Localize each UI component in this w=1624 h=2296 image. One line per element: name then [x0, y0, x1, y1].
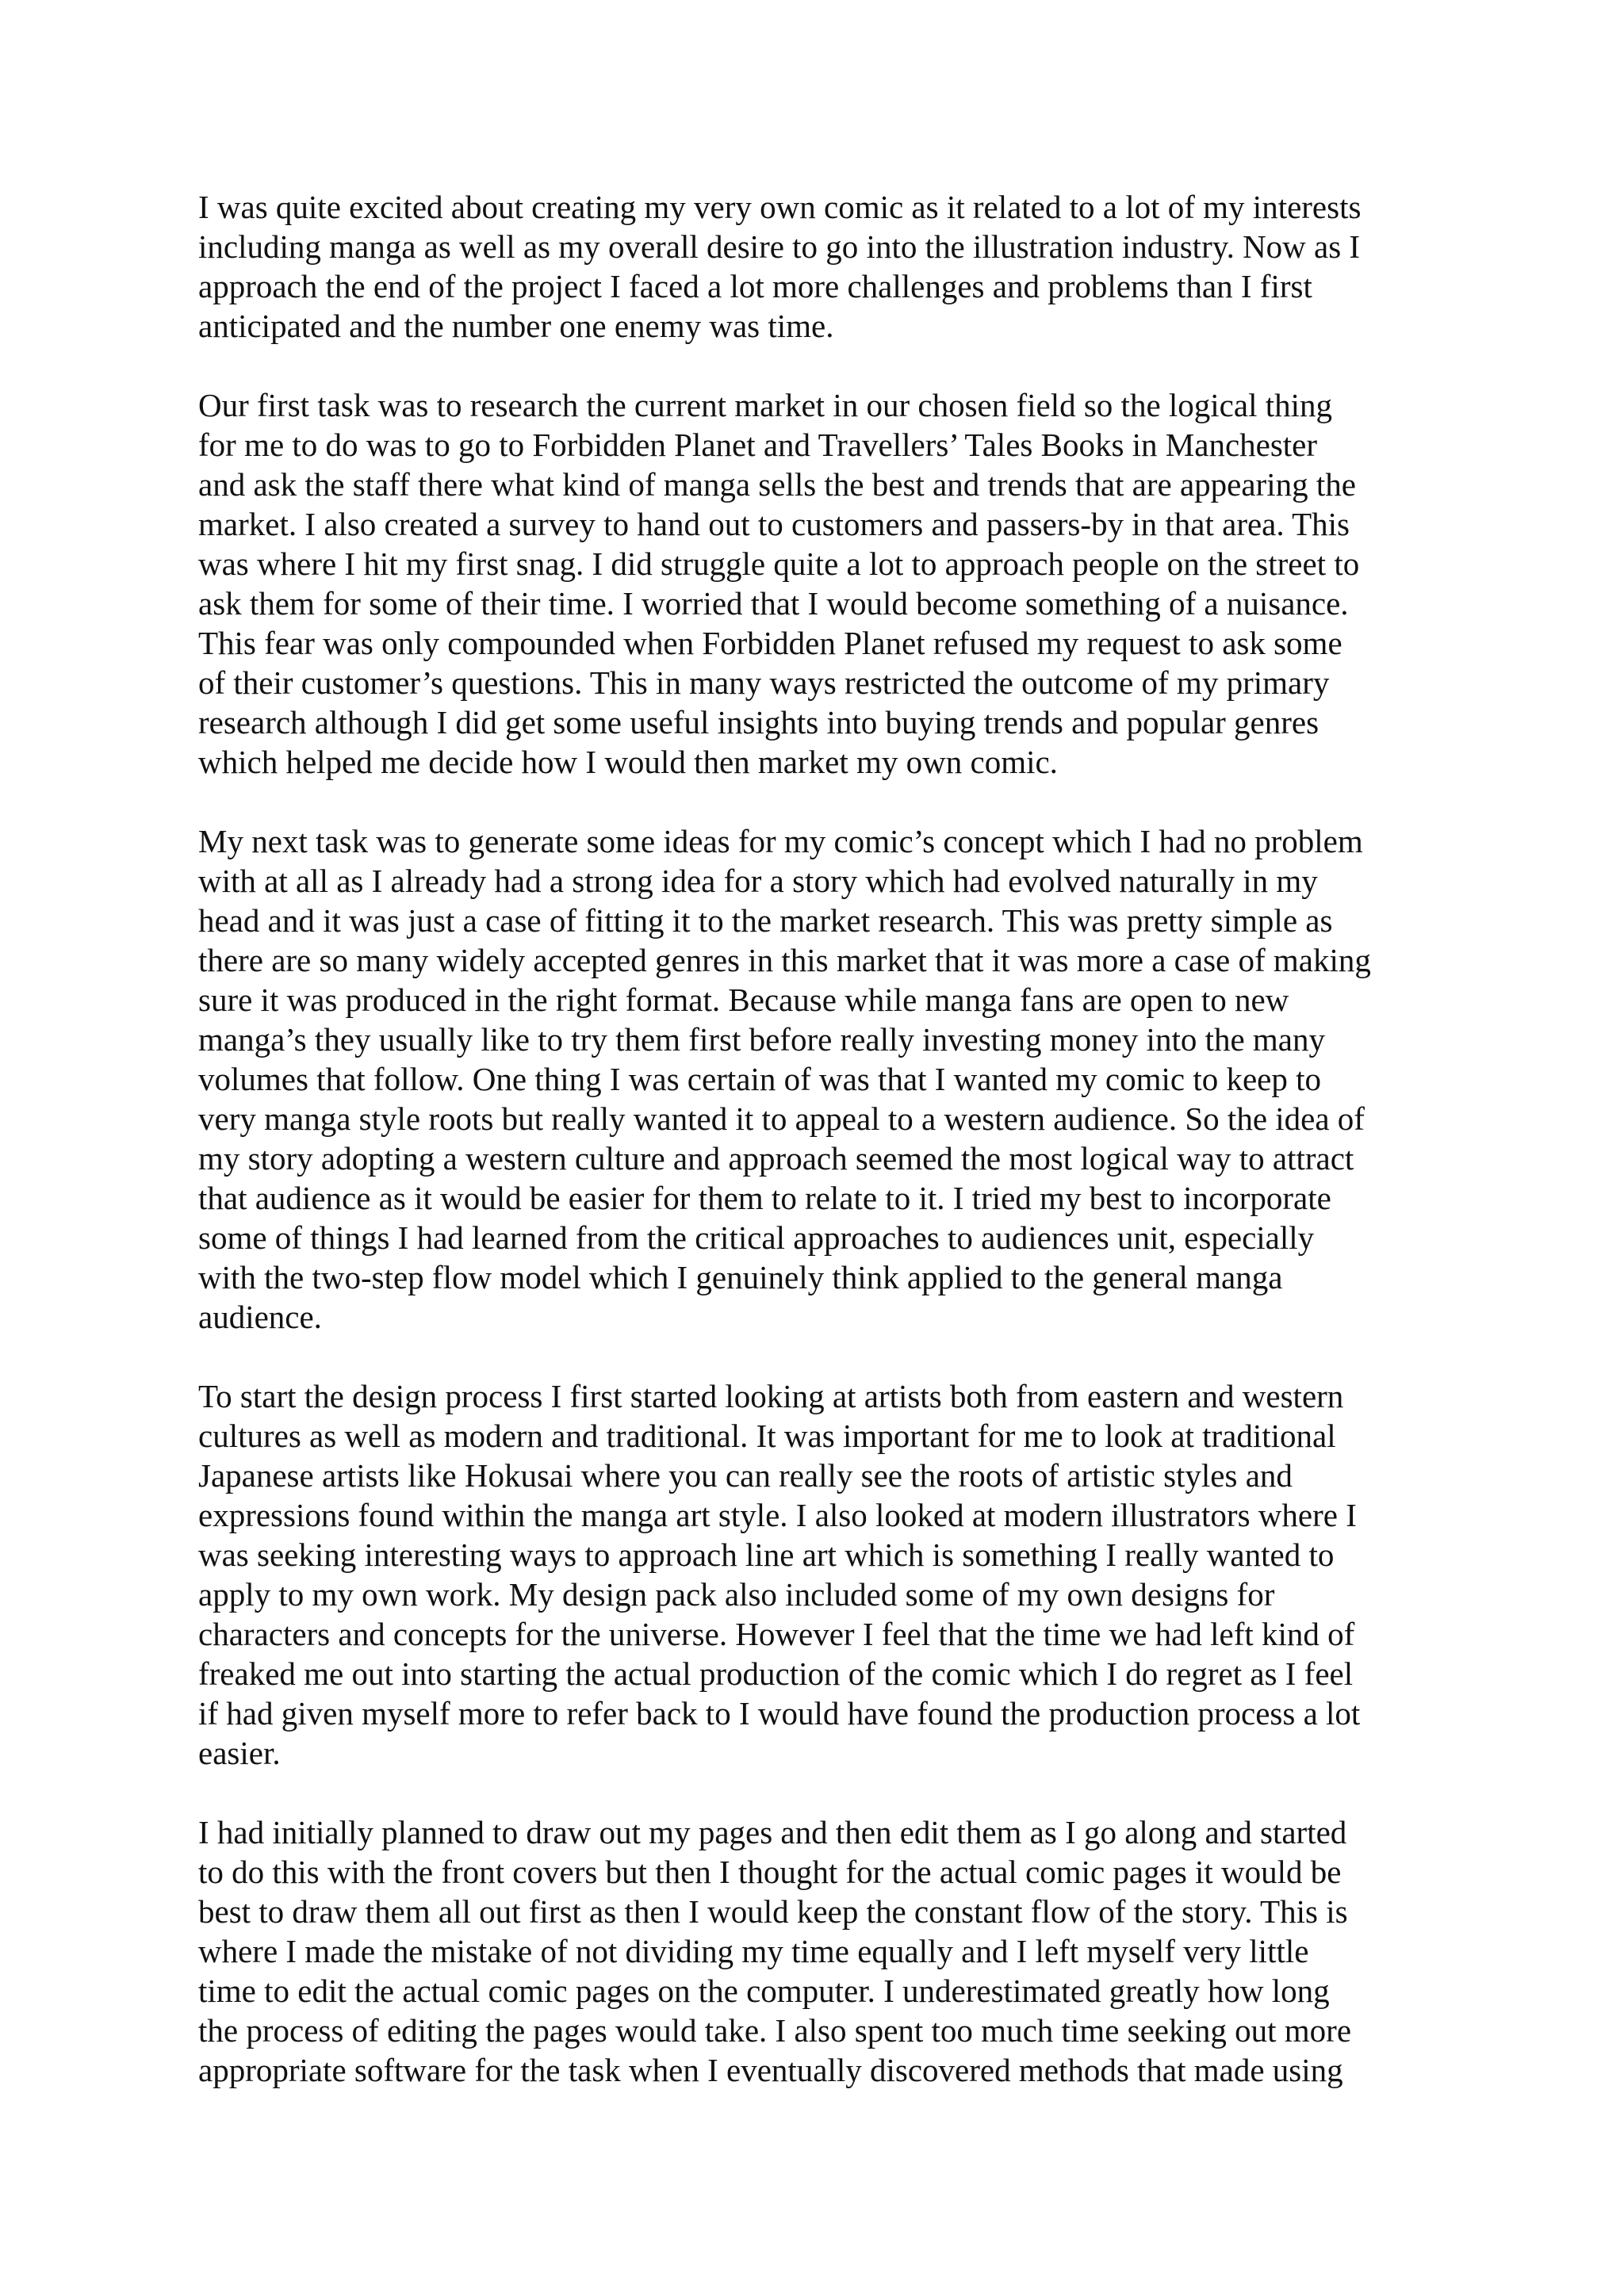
- paragraph-line: with the two-step flow model which I genuinely think applied to the general manga: [198, 1259, 1283, 1295]
- paragraph-line: This fear was only compounded when Forbidden Planet refused my request to ask some: [198, 625, 1342, 661]
- paragraph-line: Japanese artists like Hokusai where you can really see the roots of artistic styles and: [198, 1457, 1293, 1494]
- paragraph-line: cultures as well as modern and traditional. It was important for me to look at traditional: [198, 1418, 1336, 1454]
- paragraph-line: characters and concepts for the universe. However I feel that the time we had left kind of: [198, 1616, 1355, 1652]
- paragraph-line: time to edit the actual comic pages on the computer. I underestimated greatly how long: [198, 1973, 1330, 2009]
- paragraph-line: was seeking interesting ways to approach line art which is something I really wanted to: [198, 1536, 1335, 1573]
- paragraph-line: head and it was just a case of fitting it to the market research. This was pretty simple as: [198, 902, 1333, 939]
- paragraph-5: [198, 1812, 1451, 2090]
- paragraph-line: my story adopting a western culture and approach seemed the most logical way to attract: [198, 1140, 1354, 1177]
- paragraph-line: freaked me out into starting the actual production of the comic which I do regret as I feel: [198, 1655, 1354, 1692]
- paragraph-line: volumes that follow. One thing I was certain of was that I wanted my comic to keep to: [198, 1061, 1322, 1097]
- paragraph-line: anticipated and the number one enemy was time.: [198, 308, 834, 344]
- paragraph-line: the process of editing the pages would take. I also spent too much time seeking out more: [198, 2012, 1352, 2049]
- paragraph-line: sure it was produced in the right format. Because while manga fans are open to new: [198, 982, 1289, 1018]
- paragraph-line: expressions found within the manga art style. I also looked at modern illustrators where I: [198, 1497, 1357, 1533]
- paragraph-line: if had given myself more to refer back to I would have found the production process a lot: [198, 1695, 1361, 1732]
- paragraph-line: for me to do was to go to Forbidden Planet and Travellers’ Tales Books in Manchester: [198, 427, 1318, 463]
- paragraph-line: audience.: [198, 1299, 322, 1335]
- paragraph-line: I was quite excited about creating my very own comic as it related to a lot of my interests: [198, 189, 1362, 225]
- paragraph-line: I had initially planned to draw out my pages and then edit them as I go along and started: [198, 1814, 1347, 1850]
- paragraph-line: to do this with the front covers but then I thought for the actual comic pages it would be: [198, 1854, 1342, 1890]
- paragraph-line: manga’s they usually like to try them first before really investing money into the many: [198, 1021, 1326, 1058]
- paragraph-2: [198, 385, 1451, 782]
- paragraph-line: that audience as it would be easier for them to relate to it. I tried my best to incorporate: [198, 1180, 1331, 1216]
- paragraph-4: [198, 1376, 1451, 1773]
- paragraph-line: ask them for some of their time. I worried that I would become something of a nuisance.: [198, 585, 1349, 622]
- paragraph-line: including manga as well as my overall desire to go into the illustration industry. Now as I: [198, 228, 1361, 265]
- paragraph-line: To start the design process I first started looking at artists both from eastern and western: [198, 1378, 1344, 1414]
- paragraph-line: apply to my own work. My design pack also included some of my own designs for: [198, 1576, 1275, 1613]
- paragraph-line: easier.: [198, 1735, 281, 1771]
- paragraph-line: market. I also created a survey to hand out to customers and passers-by in that area. This: [198, 506, 1350, 542]
- paragraph-line: there are so many widely accepted genres in this market that it was more a case of making: [198, 942, 1371, 978]
- paragraph-line: with at all as I already had a strong idea for a story which had evolved naturally in my: [198, 863, 1318, 899]
- paragraph-line: My next task was to generate some ideas for my comic’s concept which I had no problem: [198, 823, 1363, 859]
- paragraph-line: Our first task was to research the current market in our chosen field so the logical thing: [198, 387, 1332, 423]
- paragraph-line: which helped me decide how I would then market my own comic.: [198, 744, 1058, 780]
- paragraph-1: [198, 187, 1451, 346]
- document-body: [198, 187, 1451, 2130]
- paragraph-line: of their customer’s questions. This in many ways restricted the outcome of my primary: [198, 664, 1330, 701]
- paragraph-line: appropriate software for the task when I eventually discovered methods that made using: [198, 2052, 1343, 2088]
- paragraph-line: was where I hit my first snag. I did struggle quite a lot to approach people on the street to: [198, 545, 1360, 582]
- paragraph-line: where I made the mistake of not dividing my time equally and I left myself very little: [198, 1933, 1309, 1969]
- paragraph-line: some of things I had learned from the critical approaches to audiences unit, especially: [198, 1219, 1315, 1256]
- paragraph-line: approach the end of the project I faced a lot more challenges and problems than I first: [198, 268, 1312, 304]
- paragraph-line: research although I did get some useful insights into buying trends and popular genres: [198, 704, 1320, 740]
- paragraph-line: and ask the staff there what kind of manga sells the best and trends that are appearing the: [198, 466, 1356, 503]
- paragraph-line: very manga style roots but really wanted it to appeal to a western audience. So the idea of: [198, 1100, 1365, 1137]
- paragraph-line: best to draw them all out first as then I would keep the constant flow of the story. This is: [198, 1893, 1348, 1930]
- paragraph-3: [198, 821, 1451, 1337]
